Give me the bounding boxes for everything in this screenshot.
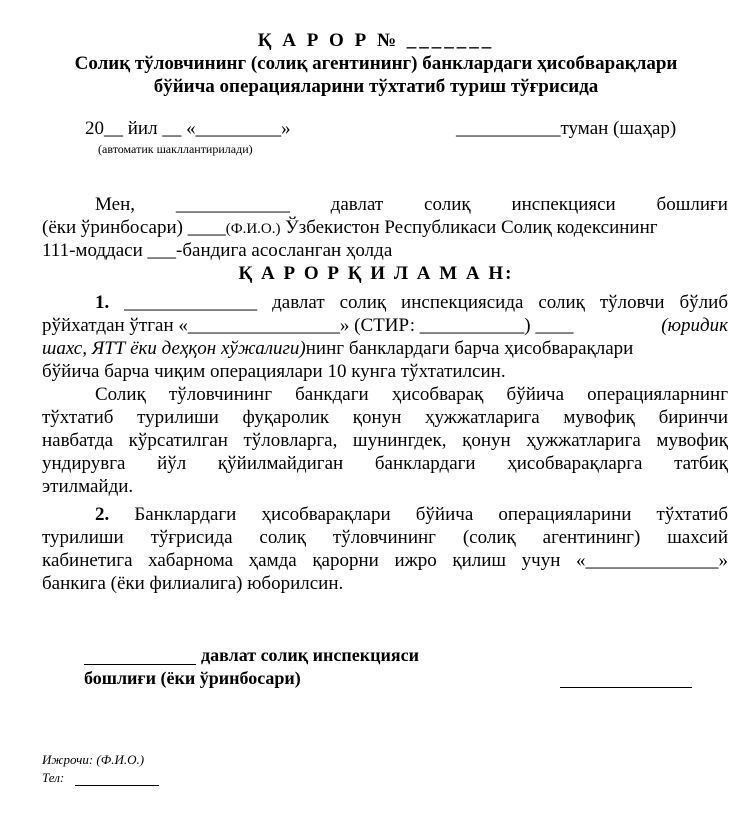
intro-word: солиқ — [424, 194, 471, 215]
item1-text: рўйхатдан ўтган «________________» (СТИР: ___________) ____ — [42, 315, 574, 336]
intro-word: давлат — [330, 194, 384, 215]
item1-italic: (юридик — [661, 315, 728, 336]
item1-line3 — [42, 338, 633, 360]
paragraph2-line4: ундирувга йўл қўйилмайдиган банклардаги ҳисобварақларга татбиқ — [42, 453, 728, 474]
signature-title-line2: бошлиғи (ёки ўринбосари) — [84, 668, 301, 688]
intro-word: Мен, — [95, 194, 135, 215]
paragraph2-line2: тўхтатиб турилиши фуқаролик қонун ҳужжатларига мувофиқ биринчи — [42, 407, 728, 428]
date-note: (автоматик шакллантирилади) — [98, 142, 253, 156]
item1-italic: шахс, ЯТТ ёки деҳқон хўжалиги) — [42, 338, 306, 359]
item2-line1 — [95, 504, 728, 526]
intro-text: (ёки ўринбосари) ____ — [42, 217, 226, 238]
intro-word: инспекцияси — [511, 194, 616, 215]
item1-line2 — [42, 315, 728, 337]
intro-word: бошлиғи — [656, 194, 728, 215]
signature-office-blank — [84, 664, 196, 665]
phone-blank — [75, 785, 159, 786]
executor-label: Ижрочи: (Ф.И.О.) — [42, 752, 145, 767]
district-field: ___________туман (шаҳар) — [456, 118, 677, 139]
signature-blank — [560, 687, 692, 688]
date-field: 20__ йил __ «_________» — [85, 118, 291, 139]
paragraph2-line1: Солиқ тўловчининг банкдаги ҳисобварақ бўйича операцияларнинг — [95, 384, 728, 405]
intro-line1 — [95, 194, 728, 216]
document-subtitle-line1: Солиқ тўловчининг (солиқ агентининг) банклардаги ҳисобварақлари — [74, 53, 678, 74]
item2-line3: кабинетига хабарнома ҳамда қарорни ижро қилиш учун «______________» — [42, 550, 728, 571]
item2-line2: турилиши тўғрисида солиқ тўловчининг (солиқ агентининг) шахсий — [42, 527, 728, 548]
intro-line2 — [42, 217, 658, 239]
item1-number: 1. — [95, 292, 110, 313]
paragraph2-line3: навбатда кўрсатилган тўловларга, шунингдек, қонун ҳужжатларига мувофиқ — [42, 430, 728, 451]
item2-text: Банклардаги ҳисобварақлари бўйича операцияларини тўхтатиб — [109, 504, 728, 525]
paragraph2-line5: этилмайди. — [42, 476, 134, 497]
intro-text: Ўзбекистон Республикаси Солиқ кодексининг — [280, 217, 658, 238]
inspection-blank: ____________ — [175, 194, 290, 215]
phone-label: Тел: — [42, 770, 65, 785]
decision-heading: Қ А Р О Р Қ И Л А М А Н: — [238, 263, 514, 284]
item1-line4: бўйича барча чиқим операциялари 10 кунга тўхтатилсин. — [42, 361, 506, 382]
item1-line1 — [95, 292, 728, 314]
document-subtitle-line2: бўйича операцияларини тўхтатиб туриш тўғрисида — [153, 76, 599, 97]
signature-title-line1: давлат солиқ инспекцияси — [201, 645, 419, 665]
item2-line4: банкига (ёки филиалига) юборилсин. — [42, 573, 344, 594]
document-title: Қ А Р О Р № _______ — [257, 30, 495, 51]
fio-label: (Ф.И.О.) — [225, 221, 281, 237]
item2-number: 2. — [95, 504, 110, 525]
item1-text: нинг банклардаги барча ҳисобварақлари — [305, 338, 634, 359]
item1-text: ______________ давлат солиқ инспекциясида солиқ тўловчи бўлиб — [109, 292, 728, 313]
intro-line3: 111-моддаси ___-бандига асосланган ҳолда — [42, 240, 393, 261]
